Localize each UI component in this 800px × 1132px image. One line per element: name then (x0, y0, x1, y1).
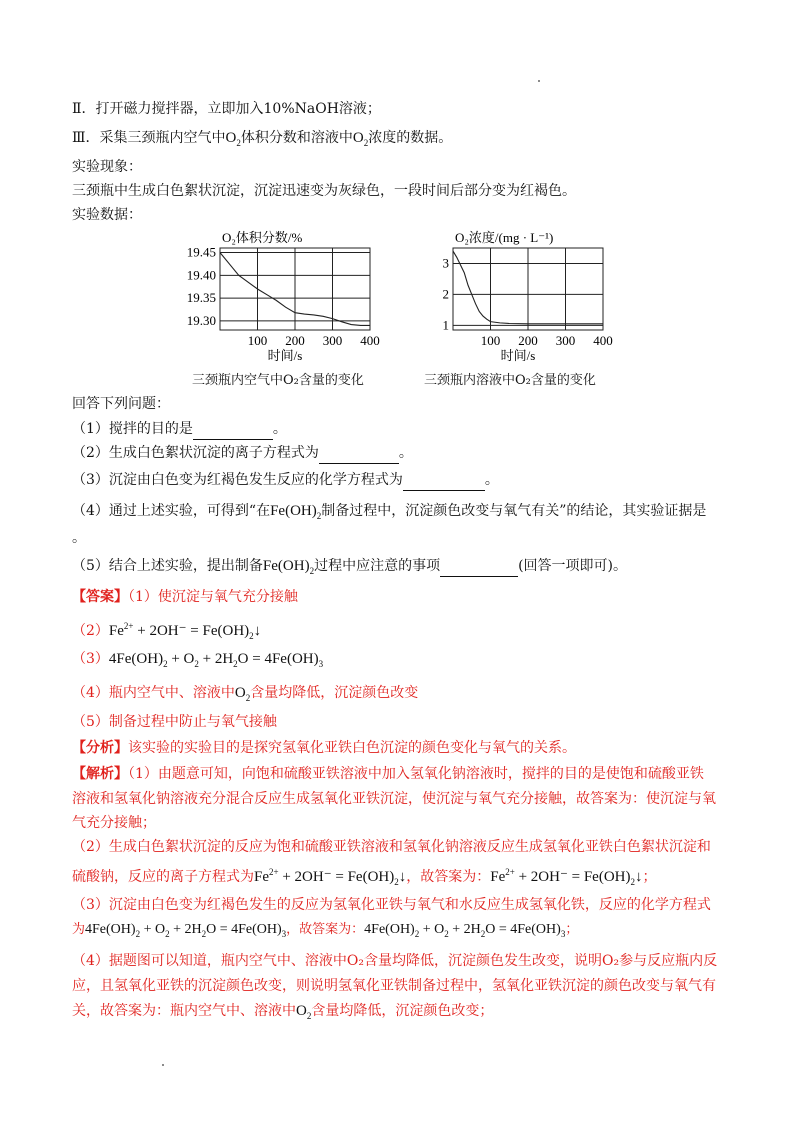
y-tick-label: 2 (442, 286, 449, 302)
x-tick-label: 100 (480, 333, 501, 348)
explanation-2b: 硫酸钠，反应的离子方程式为$Fe^{2+} + 2OH^-$ = $Fe(OH)_2↓$，故答案为：$Fe^{2+} + 2OH^-$ = $Fe(OH)_2↓$； (72, 867, 657, 887)
explanation-3a: （3）沉淀由白色变为红褐色发生的反应为氢氧化亚铁与氧气和水反应生成氢氧化铁，反应的化学方程式 (72, 897, 711, 913)
answer-1: 【答案】（1）使沉淀与氧气充分接触 (72, 589, 298, 605)
chart-title: O₂浓度/(mg · L⁻¹) (455, 230, 554, 245)
page-speck (538, 80, 540, 82)
explanation-4c: 关，故答案为：瓶内空气中、溶液中$O_2$含量均降低，沉淀颜色改变； (72, 1003, 494, 1021)
explanation-1c: 气充分接触； (72, 815, 156, 831)
question-4-end: 。 (72, 530, 86, 546)
phenomena-heading: 实验现象： (72, 159, 142, 175)
y-tick-label: 19.35 (186, 290, 216, 306)
answer-5: （5）制备过程中防止与氧气接触 (72, 714, 277, 730)
x-tick-label: 400 (360, 333, 380, 348)
chart-air-o2 (160, 226, 390, 366)
x-tick-label: 300 (322, 333, 343, 348)
answer-3: $(3)4Fe(OH)_2 + O_2 + 2H_2O = 4Fe(OH)_3$ (72, 651, 324, 669)
explanation-4b: 应，且氢氧化亚铁的沉淀颜色改变，则说明氢氧化亚铁制备过程中，氢氧化亚铁沉淀的颜色改变与氧气有 (72, 978, 716, 994)
question-5: （5）结合上述实验，提出制备$Fe(OH)_2$过程中应注意的事项 (回答一项即可)。 (72, 558, 628, 576)
y-tick-label: 19.40 (186, 267, 216, 283)
explanation-1b: 溶液和氢氧化钠溶液充分混合反应生成氢氧化亚铁沉淀，使沉淀与氧气充分接触，故答案为：使沉淀与氧 (72, 791, 716, 807)
explanation-4a: （4）据题图可以知道，瓶内空气中、溶液中O₂含量均降低，沉淀颜色发生改变，说明O₂参与反应瓶内反 (72, 953, 718, 969)
step-2: Ⅱ．打开磁力搅拌器，立即加入10%NaOH溶液； (72, 101, 381, 117)
page-speck (162, 1064, 164, 1066)
chart-caption-solution: 三颈瓶内溶液中O₂含量的变化 (424, 373, 596, 388)
question-4: （4）通过上述实验，可得到“在$Fe(OH)_2$制备过程中，沉淀颜色改变与氧气有关”的结论，其实验证据是 (72, 503, 707, 521)
x-axis-label: 时间/s (267, 348, 303, 363)
question-2: （2）生成白色絮状沉淀的离子方程式为 。 (72, 443, 413, 464)
x-tick-label: 400 (593, 333, 613, 348)
question-1: （1）搅拌的目的是 。 (72, 419, 287, 440)
x-tick-label: 100 (247, 333, 268, 348)
analysis: 【分析】该实验的实验目的是探究氢氧化亚铁白色沉淀的颜色变化与氧气的关系。 (72, 740, 576, 756)
answer-2: $(2)Fe^{2+} + 2OH^-$ = $Fe(OH)_2↓$ (72, 621, 262, 641)
explanation-1a: 【解析】（1）由题意可知，向饱和硫酸亚铁溶液中加入氢氧化钠溶液时，搅拌的目的是使饱和硫酸亚铁 (72, 766, 704, 782)
y-tick-label: 19.45 (186, 244, 216, 260)
x-tick-label: 300 (555, 333, 576, 348)
questions-heading: 回答下列问题： (72, 396, 170, 412)
explanation-2a: （2）生成白色絮状沉淀的反应为饱和硫酸亚铁溶液和氢氧化钠溶液反应生成氢氧化亚铁白色絮状沉淀和 (72, 839, 711, 855)
explanation-3b: 为$4Fe(OH)_2 + O_2 + 2H_2O = 4Fe(OH)_3$，故答案为：$4Fe(OH)_2 + O_2 + 2H_2O = 4Fe(OH)_3$； (72, 922, 579, 939)
phenomena-text: 三颈瓶中生成白色絮状沉淀，沉淀迅速变为灰绿色，一段时间后部分变为红褐色。 (72, 183, 576, 199)
x-tick-label: 200 (518, 333, 538, 348)
y-tick-label: 19.30 (186, 312, 216, 328)
data-heading: 实验数据： (72, 207, 142, 223)
x-axis-label: 时间/s (500, 348, 536, 363)
y-tick-label: 3 (442, 255, 449, 271)
question-3: （3）沉淀由白色变为红褐色发生反应的化学方程式为 。 (72, 470, 499, 491)
y-tick-label: 1 (442, 317, 449, 333)
chart-title: O₂体积分数/% (222, 230, 303, 245)
step-3: Ⅲ．采集三颈瓶内空气中$O_2$体积分数和溶液中$O_2$浓度的数据。 (72, 130, 453, 148)
chart-solution-o2 (410, 226, 625, 366)
answer-4: （4）瓶内空气中、溶液中$O_2$含量均降低，沉淀颜色改变 (72, 685, 419, 703)
chart-caption-air: 三颈瓶内空气中O₂含量的变化 (192, 373, 364, 388)
x-tick-label: 200 (285, 333, 305, 348)
